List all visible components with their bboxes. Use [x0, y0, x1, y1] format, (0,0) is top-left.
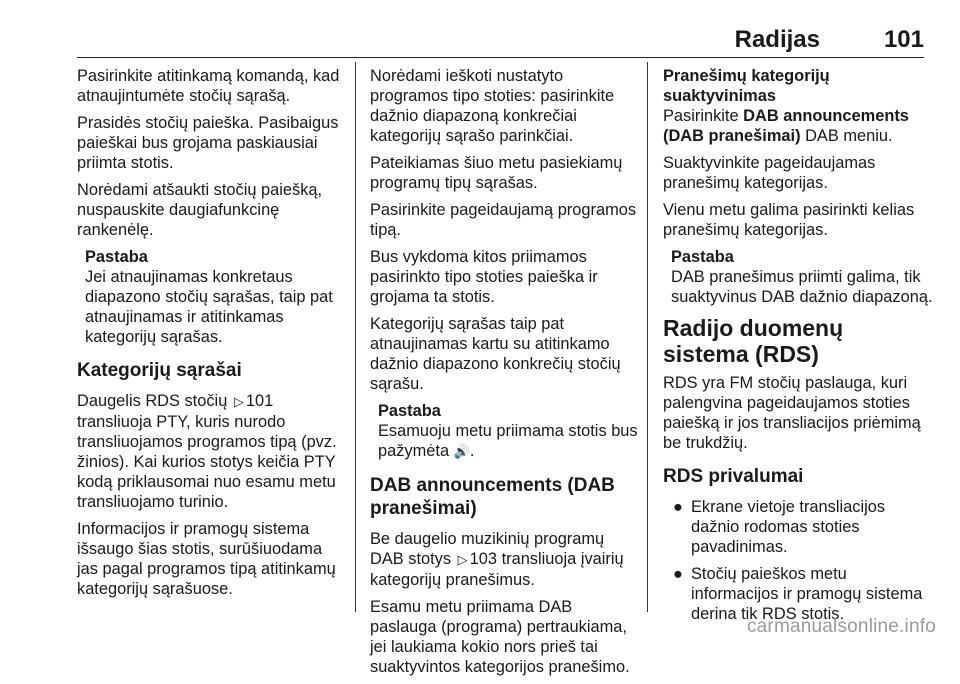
paragraph: RDS yra FM stočių paslauga, kuri palengvina pageidaujamos stoties paiešką ir jos transliacijos priėmimą be trukdžių.: [663, 374, 921, 452]
page-reference-link[interactable]: 103: [469, 550, 497, 568]
section-heading-category-lists: Kategorijų sąrašai: [77, 360, 242, 381]
bullet-list: [663, 497, 933, 624]
paragraph: Vienu metu galima pasirinkti kelias pranešimų kategorijas.: [663, 201, 915, 239]
paragraph: Esamu metu priimama DAB paslauga (programa) pertraukiama, jei laukiama kokio nors prieš tai suaktyvintos kategorijos pranešimo.: [370, 598, 630, 676]
paragraph: [370, 529, 640, 590]
text: Daugelis RDS stočių: [77, 392, 228, 410]
paragraph: Suaktyvinkite pageidaujamas pranešimų kategorijas.: [663, 154, 876, 192]
column-divider-2: [647, 62, 648, 612]
header-divider: [77, 57, 924, 58]
note-text: DAB pranešimus priimti galima, tik suaktyvinus DAB dažnio diapazoną.: [671, 268, 933, 306]
text: Pasirinkite: [663, 107, 739, 125]
section-heading-rds: Radijo duomenų sistema (RDS): [663, 315, 844, 367]
paragraph: Kategorijų sąrašas taip pat atnaujinamas kartu su atitinkamo dažnio diapazono konkrečių stočių sąrašu.: [370, 315, 621, 393]
bullet-icon: ●: [673, 498, 683, 516]
note-title: Pastaba: [85, 248, 148, 266]
note-box: [671, 247, 933, 307]
note-title: Pastaba: [378, 402, 441, 420]
text: transliuoja PTY, kuris nurodo transliuojamos programos tipą (pvz. žinios). Kai kurios stotys keičia PTY kodą priklausomai nuo esamu metu transliuojamo turinio.: [77, 413, 337, 511]
note-box: [378, 401, 640, 462]
page-reference-arrow-icon: ▷: [457, 552, 468, 567]
paragraph: Pasirinkite pageidaujamą programos tipą.: [370, 201, 637, 239]
text: DAB meniu.: [805, 127, 893, 145]
section-heading-dab-announcements: DAB announcements (DAB pranešimai): [370, 475, 615, 519]
list-item-text: Ekrane vietoje transliacijos dažnio rodomas stoties pavadinimas.: [691, 498, 886, 556]
paragraph: Informacijos ir pramogų sistema išsaugo šias stotis, surūšiuodama jas pagal programos tipą atitinkamų kategorijų sąrašuose.: [77, 520, 336, 598]
note-text: Jei atnaujinamas konkretaus diapazono stočių sąrašas, taip pat atnaujinamas ir atitinkamas kategorijų sąrašas.: [85, 268, 333, 346]
paragraph: Norėdami atšaukti stočių paiešką, nuspauskite daugiafunkcinę rankenėlę.: [77, 181, 323, 239]
text: transliuoja įvairių kategorijų pranešimus.: [370, 550, 624, 589]
text: Be daugelio muzikinių programų DAB stotys: [370, 530, 605, 568]
paragraph: Norėdami ieškoti nustatyto programos tipo stoties: pasirinkite dažnio diapazoną konkrečiai kategorijų sąrašo parinkčiai.: [370, 67, 615, 145]
paragraph: [77, 391, 345, 512]
subheading-activate-categories: Pranešimų kategorijų suaktyvinimas: [663, 67, 830, 105]
paragraph: Pasirinkite atitinkamą komandą, kad atnaujintumėte stočių sąrašą.: [77, 67, 340, 105]
paragraph: [663, 106, 933, 146]
note-box: [85, 247, 345, 347]
period: .: [469, 442, 475, 460]
bullet-icon: ●: [673, 565, 683, 583]
list-item: [663, 564, 933, 624]
page-number: 101: [883, 26, 924, 53]
note-text: Esamuoju metu priimama stotis bus pažymėta: [378, 422, 638, 460]
list-item: [663, 497, 933, 557]
menu-name: DAB announcements (DAB pranešimai): [663, 107, 909, 145]
paragraph: Bus vykdoma kitos priimamos pasirinkto tipo stoties paieška ir grojama ta stotis.: [370, 248, 598, 306]
paragraph: Pateikiamas šiuo metu pasiekiamų programų tipų sąrašas.: [370, 154, 623, 192]
paragraph: Prasidės stočių paieška. Pasibaigus paieškai bus grojama paskiausiai priimta stotis.: [77, 114, 339, 172]
speaker-icon: 🔊: [453, 444, 470, 459]
column-2: [370, 66, 640, 684]
page-reference-link[interactable]: 101: [245, 392, 274, 410]
subheading-rds-benefits: RDS privalumai: [663, 466, 804, 487]
column-1: [77, 66, 345, 606]
watermark: carmanualsonline.info: [746, 616, 936, 637]
list-item-text: Stočių paieškos metu informacijos ir pramogų sistema derina tik RDS stotis.: [691, 565, 923, 623]
page-header-title: Radijas: [734, 26, 820, 53]
column-divider-1: [355, 62, 356, 612]
page-reference-arrow-icon: ▷: [233, 394, 244, 409]
note-title: Pastaba: [671, 248, 734, 266]
column-3: [663, 66, 933, 631]
